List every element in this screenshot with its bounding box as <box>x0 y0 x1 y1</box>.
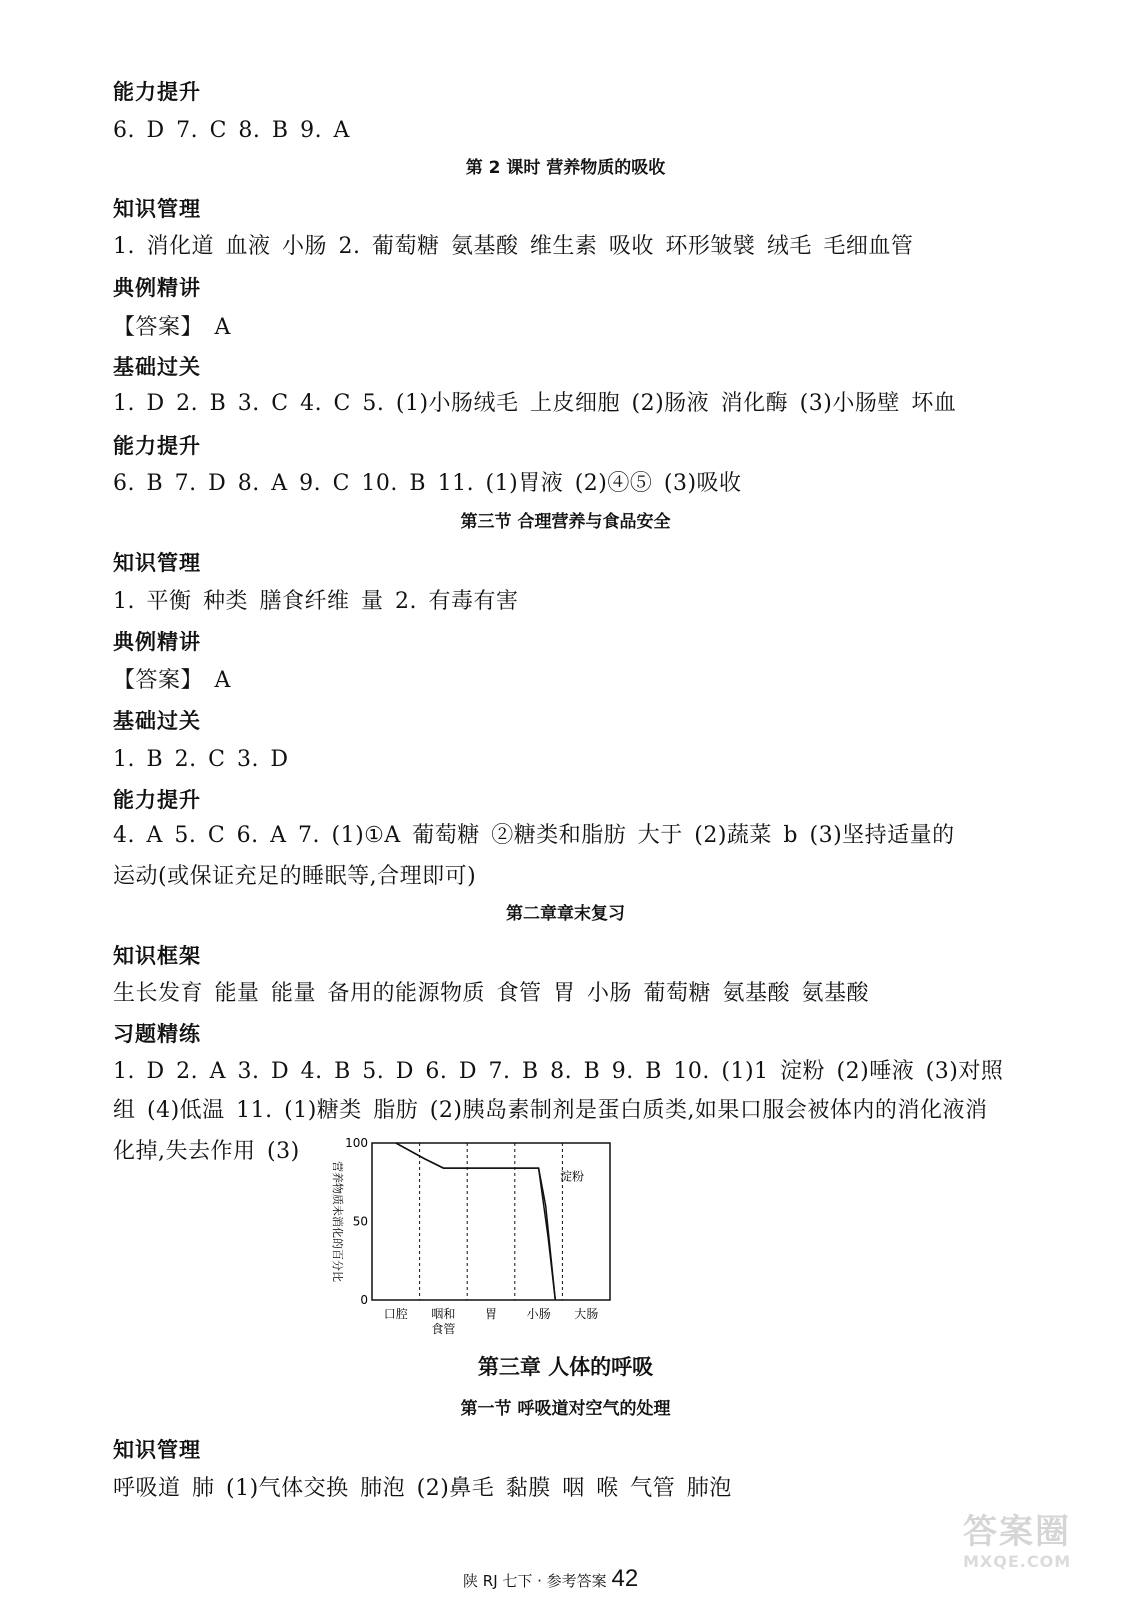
subsection-heading: 知识管理 <box>113 551 201 575</box>
answer-line: 化掉,失去作用 (3) <box>113 1139 300 1164</box>
subsection-heading: 知识管理 <box>113 197 201 221</box>
y-axis-label: 营养物质未消化的百分比 <box>331 1161 344 1282</box>
x-tick-label: 胃 <box>484 1307 498 1321</box>
subsection-heading: 典例精讲 <box>113 630 201 654</box>
subsection-heading: 能力提升 <box>113 788 201 812</box>
plot-frame <box>372 1143 610 1300</box>
section-title: 第 2 课时 营养物质的吸收 <box>465 158 666 178</box>
subsection-heading: 典例精讲 <box>113 276 201 300</box>
answer-line: 呼吸道 肺 (1)气体交换 肺泡 (2)鼻毛 黏膜 咽 喉 气管 肺泡 <box>113 1476 732 1501</box>
watermark-logo <box>963 1512 1113 1592</box>
answer-line: 【答案】 A <box>113 668 231 693</box>
answer-line: 组 (4)低温 11. (1)糖类 脂肪 (2)胰岛素制剂是蛋白质类,如果口服会被体内的消化液消 <box>113 1098 988 1123</box>
subsection-heading: 基础过关 <box>113 709 201 733</box>
watermark-glyphs: 答案圈 <box>963 1512 1071 1552</box>
x-tick-label: 口腔 <box>383 1307 408 1321</box>
section-title: 第三节 合理营养与食品安全 <box>460 512 671 532</box>
x-tick-label: 小肠 <box>526 1307 551 1321</box>
answer-line: 1. D 2. A 3. D 4. B 5. D 6. D 7. B 8. B 9. B 10. (1)1 淀粉 (2)唾液 (3)对照 <box>113 1059 1004 1084</box>
subsection-heading: 基础过关 <box>113 355 201 379</box>
x-tick-label: 咽和 <box>431 1307 456 1321</box>
y-tick-label: 100 <box>345 1136 368 1150</box>
page-number: 42 <box>611 1565 639 1592</box>
x-tick-label: 食管 <box>431 1322 456 1336</box>
series-label: 淀粉 <box>560 1169 585 1184</box>
x-tick-label: 大肠 <box>574 1307 599 1321</box>
answer-line: 【答案】 A <box>113 315 231 340</box>
answer-line: 1. 消化道 血液 小肠 2. 葡萄糖 氨基酸 维生素 吸收 环形皱襞 绒毛 毛细血管 <box>113 234 914 259</box>
y-tick-label: 0 <box>360 1293 368 1307</box>
subsection-heading: 知识框架 <box>113 944 201 968</box>
section-title: 第三章 人体的呼吸 <box>477 1355 654 1379</box>
answer-line: 6. D 7. C 8. B 9. A <box>113 118 350 143</box>
subsection-heading: 知识管理 <box>113 1438 201 1462</box>
footer-text: 陕 RJ 七下 · 参考答案 <box>463 1572 607 1590</box>
subsection-heading: 能力提升 <box>113 434 201 458</box>
answer-line: 1. 平衡 种类 膳食纤维 量 2. 有毒有害 <box>113 589 519 614</box>
watermark-site: MXQE.COM <box>963 1552 1072 1571</box>
answer-line: 6. B 7. D 8. A 9. C 10. B 11. (1)胃液 (2)④⑤ (3)吸收 <box>113 471 742 496</box>
answer-line: 运动(或保证充足的睡眠等,合理即可) <box>113 864 477 889</box>
section-title: 第二章章末复习 <box>506 904 625 924</box>
subsection-heading: 能力提升 <box>113 80 201 104</box>
y-tick-label: 50 <box>352 1214 368 1229</box>
answer-line: 生长发育 能量 能量 备用的能源物质 食管 胃 小肠 葡萄糖 氨基酸 氨基酸 <box>113 981 869 1006</box>
answer-line: 4. A 5. C 6. A 7. (1)①A 葡萄糖 ②糖类和脂肪 大于 (2)蔬菜 b (3)坚持适量的 <box>113 823 955 848</box>
answer-line: 1. B 2. C 3. D <box>113 747 289 772</box>
subsection-heading: 习题精练 <box>113 1022 201 1046</box>
digestion-line-chart <box>320 1128 630 1343</box>
answer-line: 1. D 2. B 3. C 4. C 5. (1)小肠绒毛 上皮细胞 (2)肠液 消化酶 (3)小肠壁 坏血 <box>113 391 957 416</box>
page-footer <box>463 1566 638 1594</box>
section-title: 第一节 呼吸道对空气的处理 <box>460 1399 671 1419</box>
